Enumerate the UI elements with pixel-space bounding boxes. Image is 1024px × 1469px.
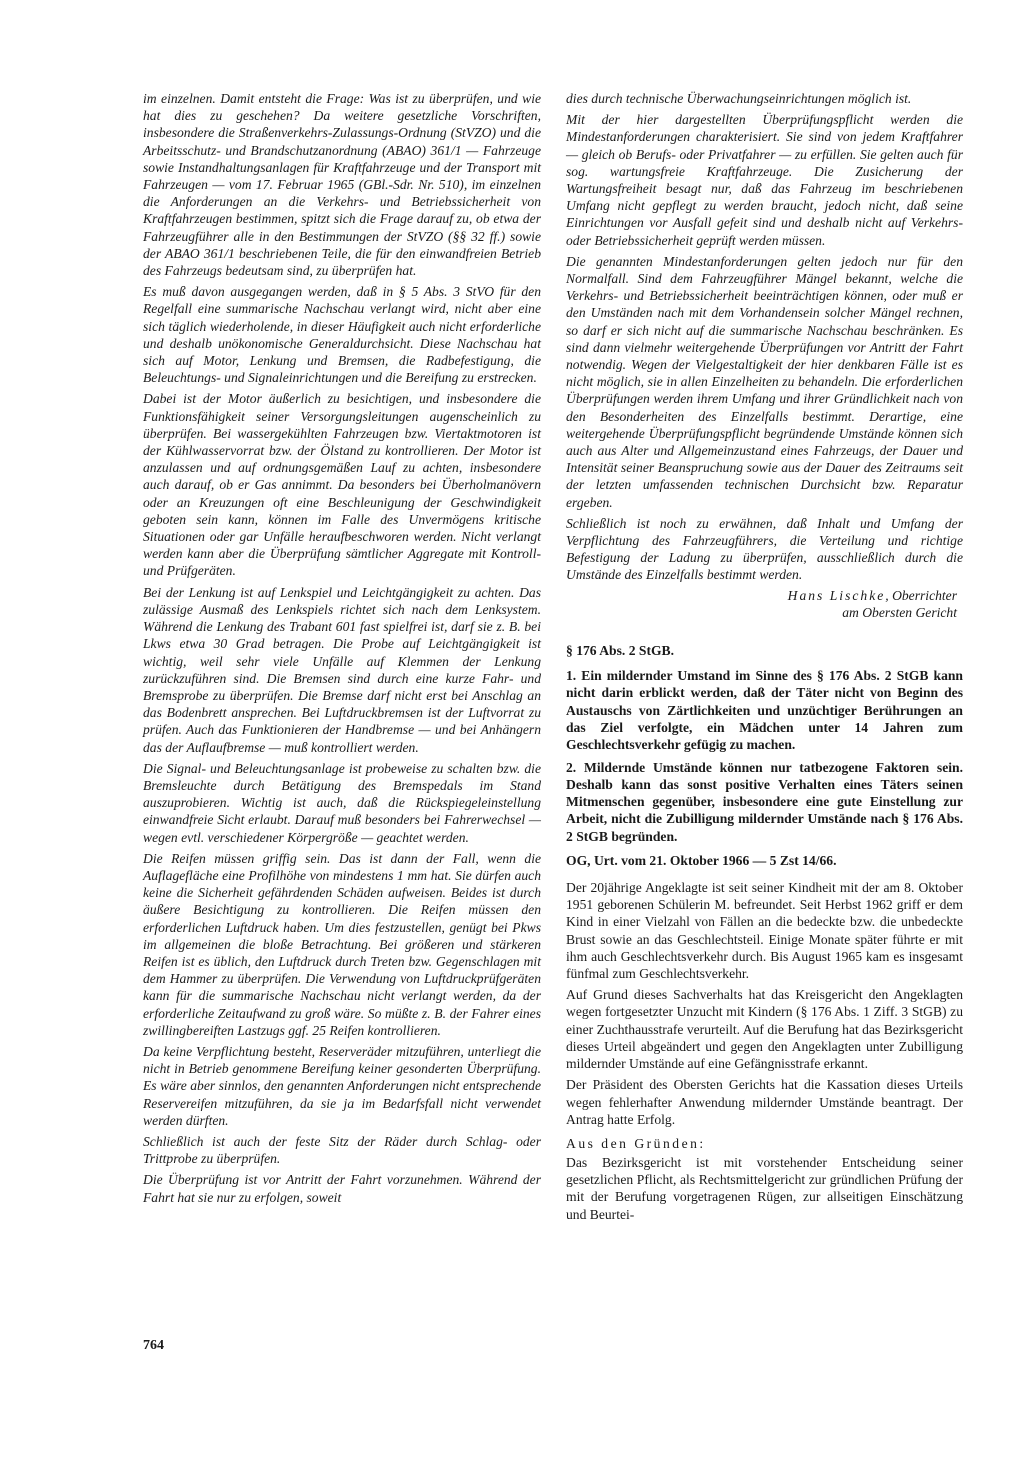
paragraph: im einzelnen. Damit entsteht die Frage: Was ist zu überprüfen, und wie hat dies zu geschehen? Da weitere gesetzliche Vorschriften, insbesondere die Straßenverkehrs-Zulassungs-Ordnung (StVZO) und die Arbeitsschutz- und Brandschutzanordnung (ABAO) 361/1 — Fahrzeuge sowie Instandhaltungsanlagen für Kraftfahrzeuge und der Transport mit Fahrzeugen — vom 17. Februar 1965 (GBl.-Sdr. Nr. 510), im einzelnen die Anforderungen an die Verkehrs- und Betriebssicherheit von Kraftfahrzeugen bestimmen, spitzt sich die Frage darauf zu, ob etwa der Fahrzeugführer alle in den Bestimmungen der StVZO (§§ 32 ff.) sowie der ABAO 361/1 beschriebenen Teile, die für den einwandfreien Betrieb des Fahrzeugs bedeutsam sind, zu überprüfen hat. [143, 91, 541, 279]
left-column [143, 90, 541, 1206]
paragraph: Schließlich ist auch der feste Sitz der Räder durch Schlag- oder Trittprobe zu überprüfen. [143, 1133, 541, 1167]
paragraph: Der 20jährige Angeklagte ist seit seiner Kindheit mit der am 8. Oktober 1951 geborenen Schülerin M. befreundet. Seit Herbst 1962 griff er dem Kind in einer Vielzahl von Fällen an die bedeckte bzw. die unbedeckte Brust sowie an das Geschlechtsteil. Einige Monate später führte er mit ihm auch Geschlechtsverkehr durch. Bis August 1965 kam es insgesamt fünfmal zum Geschlechtsverkehr. [566, 880, 963, 982]
law-heading: § 176 Abs. 2 StGB. [566, 643, 675, 659]
page-number: 764 [143, 1338, 164, 1353]
paragraph: Es muß davon ausgegangen werden, daß in § 5 Abs. 3 StVO für den Regelfall eine summarische Nachschau verlangt wird, nicht aber eine sich täglich wiederholende, in dieser Häufigkeit auch nicht erforderliche und deshalb unökonomische Generaldurchsicht. Diese Nachschau hat sich auf Motor, Lenkung und Bremsen, die Radbefestigung, die Beleuchtungs- und Signaleinrichtungen und die Bereifung zu erstrecken. [143, 284, 541, 386]
author-affiliation: am Obersten Gericht [842, 604, 957, 620]
right-column [566, 90, 963, 1223]
headnote: 2. Mildernde Umstände können nur tatbezogene Faktoren sein. Deshalb kann das sonst positive Verhalten eines Täters seinen Mitmenschen gegenüber, insbesondere eine gute Einstellung zur Arbeit, nicht die Zubilligung mildernder Umstände nach § 176 Abs. 2 StGB begründen. [566, 759, 963, 844]
paragraph: Mit der hier dargestellten Überprüfungspflicht werden die Mindestanforderungen charakterisiert. Sie sind von jedem Kraftfahrer — gleich ob Berufs- oder Privatfahrer — zu erfüllen. Sie gelten auch für sog. wartungsfreie Kraftfahrzeuge. Die Zusicherung der Wartungsfreiheit besagt nur, daß das Fahrzeug im beschriebenen Umfang nicht gepflegt zu werden braucht, jedoch nicht, daß seine Einrichtungen vor Ausfall gefeit sind und deshalb nicht auf Verkehrs- oder Betriebssicherheit geprüft werden müssen. [566, 112, 963, 248]
reasons-heading: Aus den Gründen: [566, 1135, 706, 1151]
paragraph: dies durch technische Überwachungseinrichtungen möglich ist. [566, 91, 912, 106]
author-signature [566, 587, 963, 621]
author-title: , Oberrichter [885, 587, 957, 603]
author-name: Hans Lischke [787, 587, 886, 603]
paragraph: Der Präsident des Obersten Gerichts hat die Kassation dieses Urteils wegen fehlerhafter Anwendung mildernder Umstände beantragt. Der Antrag hatte Erfolg. [566, 1077, 963, 1127]
paragraph: Die Überprüfung ist vor Antritt der Fahrt vorzunehmen. Während der Fahrt hat sie nur zu erfolgen, soweit [143, 1172, 541, 1205]
case-citation: OG, Urt. vom 21. Oktober 1966 — 5 Zst 14/66. [566, 853, 837, 869]
paragraph: Da keine Verpflichtung besteht, Reserveräder mitzuführen, unterliegt die nicht in Betrieb genommene Bereifung keiner gesonderten Überprüfung. Es wäre aber sinnlos, den genannten Anforderungen nicht entsprechende Reservereifen mitzuführen, da sie ja im Bedarfsfall nicht verwendet werden dürften. [143, 1043, 541, 1128]
paragraph: Die Signal- und Beleuchtungsanlage ist probeweise zu schalten bzw. die Bremsleuchte durch Betätigung des Bremspedals im Stand auszuprobieren. Wichtig ist auch, daß die Rückspiegeleinstellung einwandfreie Sicht erlaubt. Darauf muß besonders bei Fahrerwechsel — wegen evtl. verschiedener Körpergröße — geachtet werden. [143, 760, 541, 845]
paragraph: Schließlich ist noch zu erwähnen, daß Inhalt und Umfang der Verpflichtung des Fahrzeugführers, die Verteilung und richtige Befestigung der Ladung zu überprüfen, ausschließlich durch die Umstände des Einzelfalls bestimmt werden. [566, 515, 963, 583]
paragraph: Dabei ist der Motor äußerlich zu besichtigen, und insbesondere die Funktionsfähigkeit seiner Versorgungsleitungen augenscheinlich zu überprüfen. Bei wassergekühlten Fahrzeugen bzw. Viertaktmotoren ist der Kühlwasservorrat bzw. der Ölstand zu kontrollieren. Der Motor ist anzulassen und auf ordnungsgemäßen Lauf zu achten, insbesondere auch darauf, ob er Gas annimmt. Da besonders bei Überholmanövern oder an Kreuzungen oft eine Beschleunigung der Geschwindigkeit geboten sein kann, können im Falle des Unvermögens kritische Situationen oder gar Unfälle heraufbeschworen werden. Nicht verlangt werden kann aber die Überprüfung sämtlicher Aggregate mit Kontroll- und Prüfgeräten. [143, 391, 541, 579]
paragraph: Das Bezirksgericht ist mit vorstehender Entscheidung seiner gesetzlichen Pflicht, als Rechtsmittelgericht zur gründlichen Prüfung der mit der Berufung vorgetragenen Rügen, zur allseitigen Einschätzung und Beurtei- [566, 1154, 963, 1222]
paragraph: Die Reifen müssen griffig sein. Das ist dann der Fall, wenn die Auflagefläche eine Profilhöhe von mindestens 1 mm hat. Sie dürfen auch keine die Sicherheit gefährdenden Schäden aufweisen. Beides ist durch äußere Besichtigung zu kontrollieren. Die Reifen müssen den erforderlichen Luftdruck haben. Um dies festzustellen, genügt bei Pkws im allgemeinen die bloße Betrachtung. Bei größeren und stärkeren Reifen ist es üblich, den Luftdruck durch Treten bzw. Gegenschlagen mit dem Hammer zu überprüfen. Die Verwendung von Luftdruckprüfgeräten kann für die summarische Nachschau nicht verlangt werden, da der erforderliche Zeitaufwand zu groß wäre. So müßte z. B. der Fahrer eines zwillingbereiften Lastzugs ggf. 25 Reifen kontrollieren. [143, 850, 541, 1038]
paragraph: Auf Grund dieses Sachverhalts hat das Kreisgericht den Angeklagten wegen fortgesetzter Unzucht mit Kindern (§ 176 Abs. 1 Ziff. 3 StGB) zu einer Zuchthausstrafe verurteilt. Auf die Berufung hat das Bezirksgericht dieses Urteil abgeändert und gegen den Angeklagten unter Zubilligung mildernder Umstände auf eine Gefängnisstrafe erkannt. [566, 987, 963, 1072]
paragraph: Bei der Lenkung ist auf Lenkspiel und Leichtgängigkeit zu achten. Das zulässige Ausmaß des Lenkspiels richtet sich nach dem Lenksystem. Während die Lenkung des Trabant 601 fast spielfrei ist, darf sie z. B. bei Lkws etwa 30 Grad betragen. Die Probe auf Leichtgängigkeit ist wichtig, weil sehr viele Unfälle auf Klemmen der Lenkung zurückzuführen sind. Die Bremsen sind durch eine kurze Fahr- und Bremsprobe zu überprüfen. Die Bremse darf nicht erst bei Anschlag an das Bodenbrett ansprechen. Bei Luftdruckbremsen ist der Luftvorrat zu prüfen. Auch das Funktionieren der Handbremse — und bei Anhängern das der Auflaufbremse — muß kontrolliert werden. [143, 584, 541, 755]
paragraph: Die genannten Mindestanforderungen gelten jedoch nur für den Normalfall. Sind dem Fahrzeugführer Mängel bekannt, welche die Verkehrs- und Betriebssicherheit beeinträchtigen können, oder muß er den Umständen nach mit dem Vorhandensein solcher Mängel rechnen, so darf er sich nicht auf die summarische Nachschau beschränken. Es sind dann vielmehr weitergehende Überprüfungen vor Antritt der Fahrt notwendig. Wegen der Vielgestaltigkeit der hier denkbaren Fälle ist es nicht möglich, sie in allen Einzelheiten zu behandeln. Die erforderlichen Überprüfungen werden ihrem Umfang und ihrer Gründlichkeit nach von den Besonderheiten des Einzelfalls bestimmt. Derartige, eine weitergehende Überprüfungspflicht begründende Umstände können sich auch aus Alter und Allgemeinzustand eines Fahrzeugs, der Dauer und Intensität seiner Beanspruchung sowie aus der Dauer des Zeitraums seit der letzten umfassenden technischen Durchsicht bzw. Reparatur ergeben. [566, 253, 963, 510]
headnote: 1. Ein mildernder Umstand im Sinne des § 176 Abs. 2 StGB kann nicht darin erblickt werden, daß der Täter nicht von Beginn des Austauschs von Zärtlichkeiten und unzüchtiger Berührungen an das Ziel verfolgte, ein Mädchen unter 14 Jahren zum Geschlechtsverkehr gefügig zu machen. [566, 668, 963, 753]
